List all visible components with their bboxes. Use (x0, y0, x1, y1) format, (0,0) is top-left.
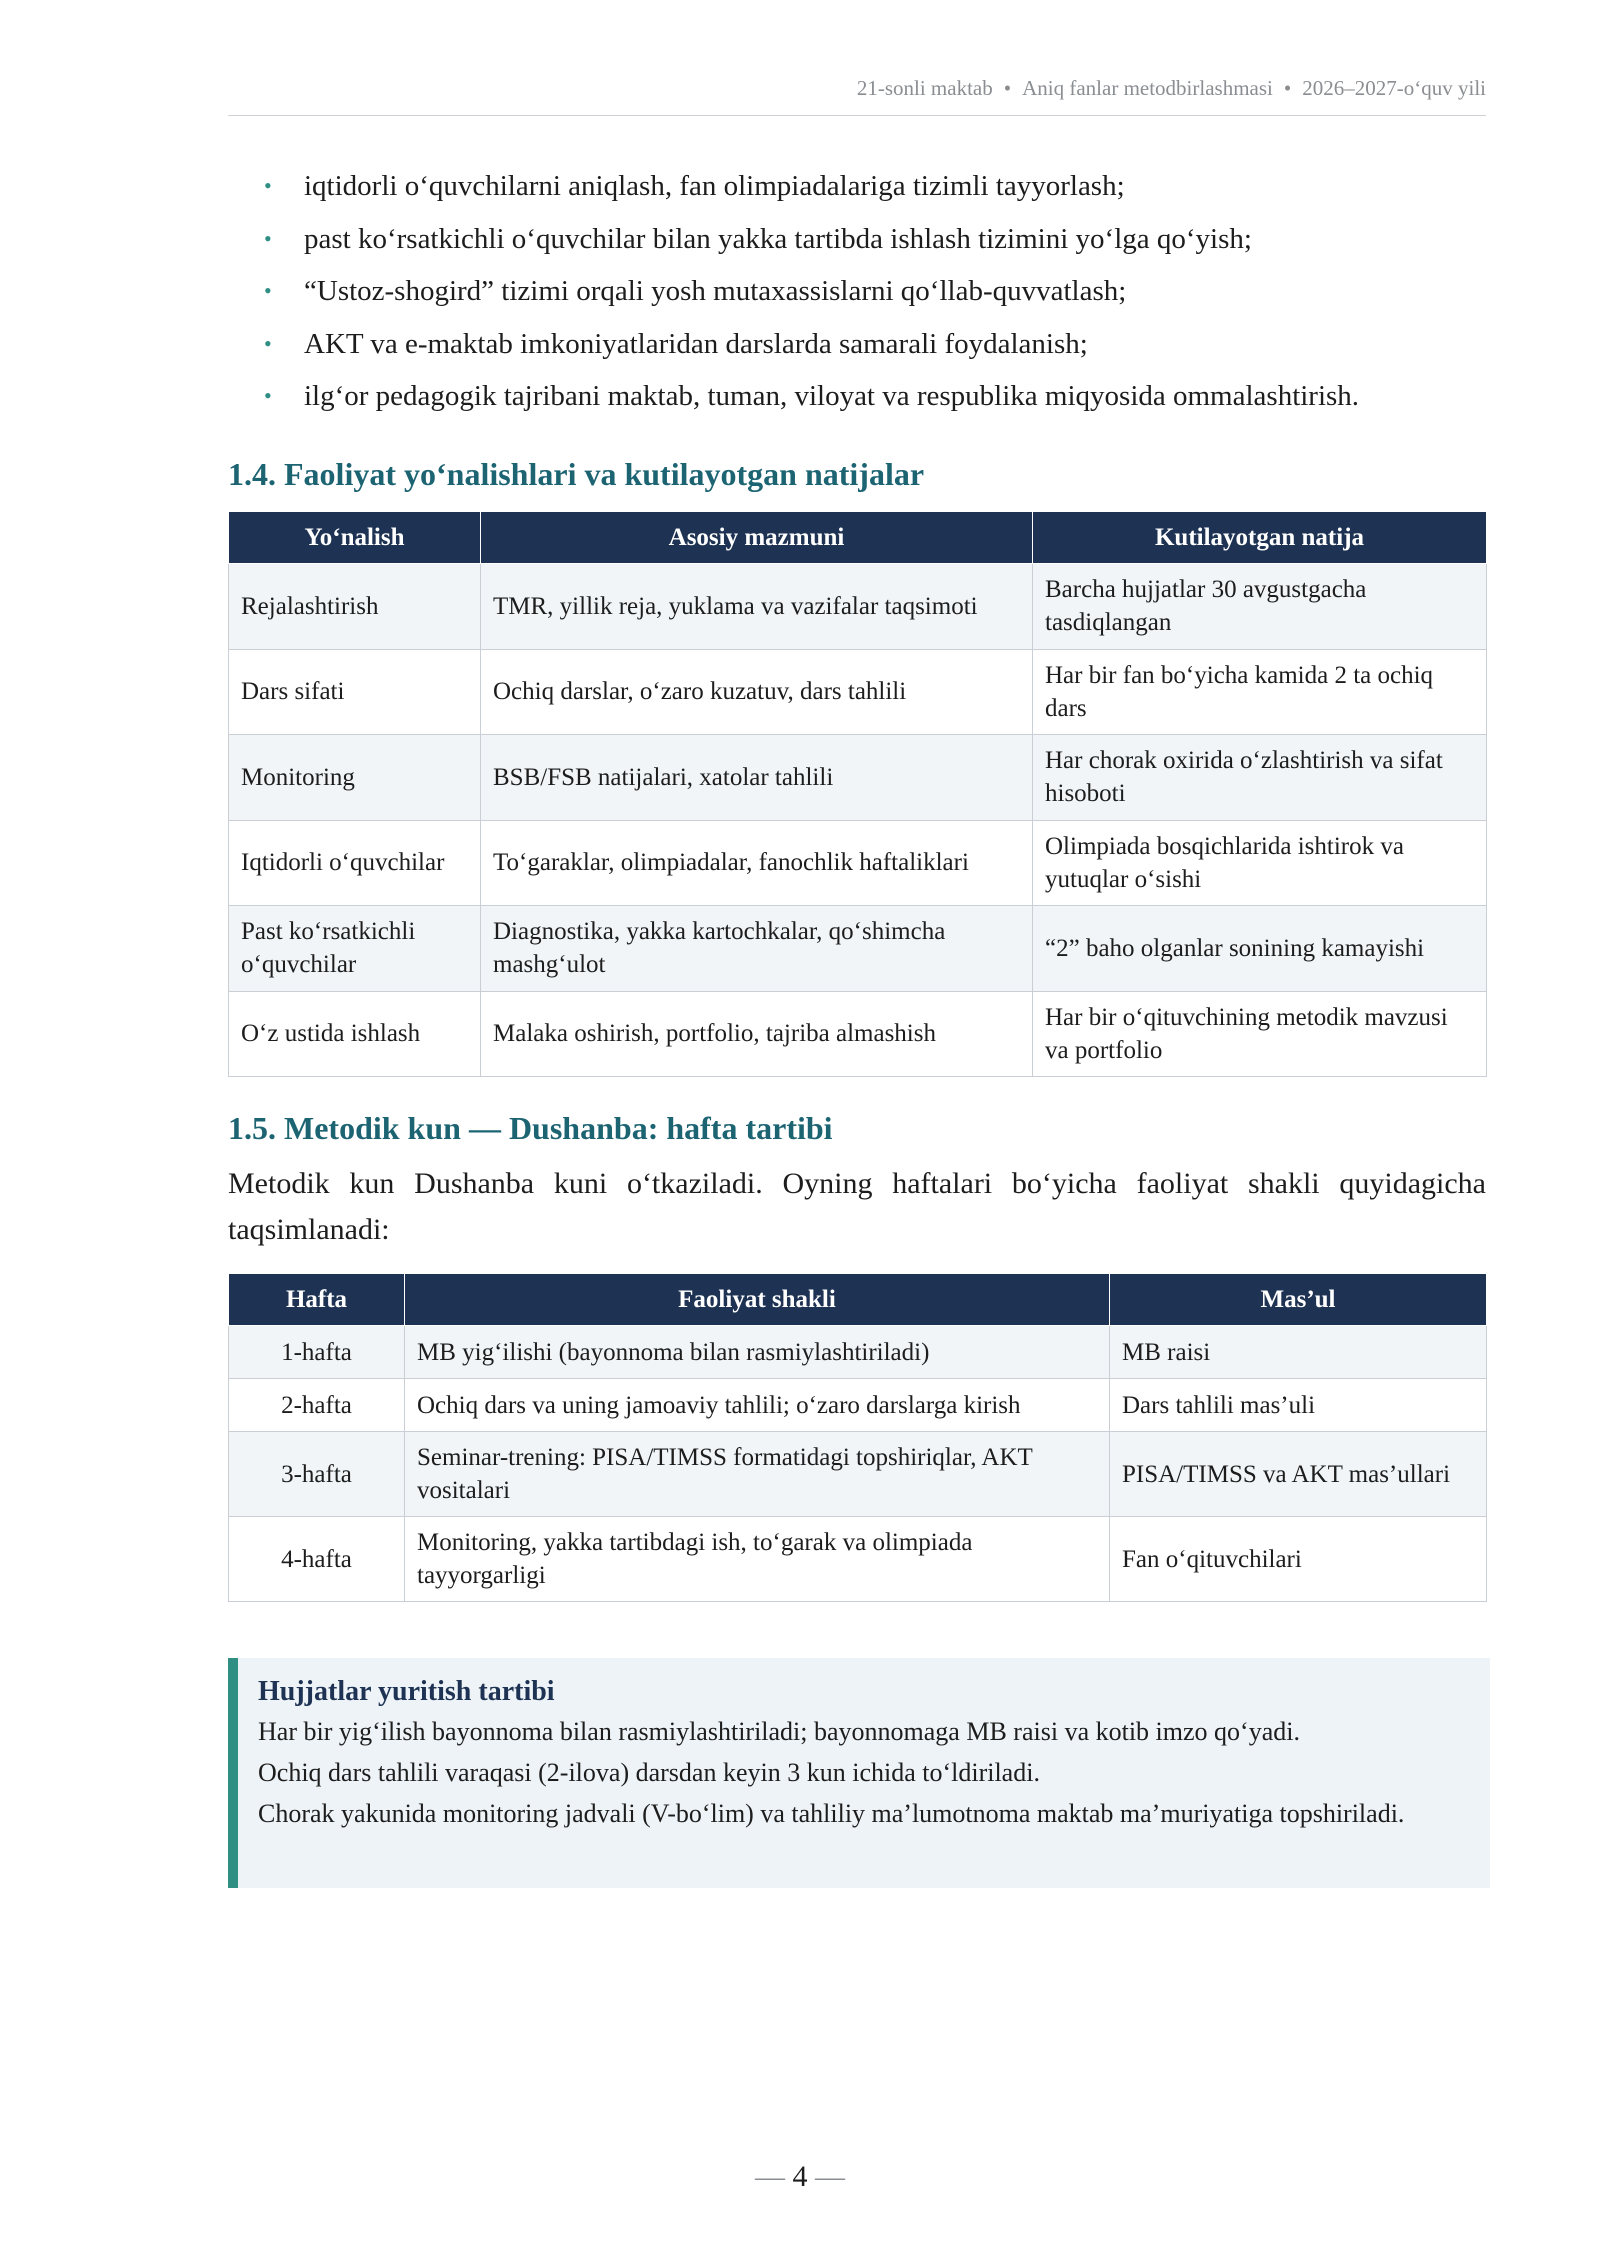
header-divider (228, 115, 1486, 116)
table-cell: PISA/TIMSS va AKT mas’ullari (1110, 1432, 1487, 1517)
table-row (229, 906, 1487, 992)
table-cell: Iqtidorli o‘quvchilar (229, 820, 481, 906)
bullet-icon: • (264, 330, 272, 356)
note-title: Hujjatlar yuritish tartibi (258, 1676, 555, 1707)
table-cell: 3-hafta (229, 1432, 405, 1517)
table-cell: Olimpiada bosqichlarida ishtirok va yutuqlar o‘sishi (1033, 820, 1487, 906)
list-item-text: past ko‘rsatkichli o‘quvchilar bilan yakka tartibda ishlash tizimini yo‘lga qo‘yish; (304, 222, 1252, 255)
table-header-row (229, 1274, 1487, 1326)
table-row (229, 1432, 1487, 1517)
note-line: Har bir yig‘ilish bayonnoma bilan rasmiylashtiriladi; bayonnomaga MB raisi va kotib imzo qo‘yadi. (258, 1717, 1300, 1746)
table-cell: Dars tahlili mas’uli (1110, 1379, 1487, 1432)
table-cell: Diagnostika, yakka kartochkalar, qo‘shimcha mashg‘ulot (481, 906, 1033, 992)
column-header: Yo‘nalish (229, 512, 481, 564)
list-item-text: iqtidorli o‘quvchilarni aniqlash, fan olimpiadalariga tizimli tayyorlash; (304, 170, 1125, 202)
table-cell: Barcha hujjatlar 30 avgustgacha tasdiqlangan (1033, 564, 1487, 650)
table-cell: Past ko‘rsatkichli o‘quvchilar (229, 906, 481, 992)
table-cell: Rejalashtirish (229, 564, 481, 650)
note-line: Ochiq dars tahlili varaqasi (2-ilova) darsdan keyin 3 kun ichida to‘ldiriladi. (258, 1758, 1040, 1787)
bullet-icon: • (264, 278, 272, 303)
table-cell: To‘garaklar, olimpiadalar, fanochlik haftaliklari (481, 820, 1033, 906)
method-day-intro: Metodik kun Dushanba kuni o‘tkaziladi. Oyning haftalari bo‘yicha faoliyat shakli quyidagicha taqsimlanadi: (228, 1167, 1486, 1246)
table-cell: TMR, yillik reja, yuklama va vazifalar taqsimoti (481, 564, 1033, 650)
table-row (229, 735, 1487, 821)
table-cell: MB yig‘ilishi (bayonnoma bilan rasmiylashtiriladi) (405, 1326, 1110, 1379)
table-cell: BSB/FSB natijalari, xatolar tahlili (481, 735, 1033, 821)
column-header: Kutilayotgan natija (1033, 512, 1487, 564)
table-cell: Har chorak oxirida o‘zlashtirish va sifat hisoboti (1033, 735, 1487, 821)
running-head-school: 21-sonli maktab (856, 76, 993, 100)
table-cell: “2” baho olganlar sonining kamayishi (1033, 906, 1487, 992)
list-item (228, 322, 1498, 375)
bullet-icon: • (264, 225, 272, 251)
table-cell: Fan o‘qituvchilari (1110, 1517, 1487, 1602)
table-row (229, 1517, 1487, 1602)
running-head-association: Aniq fanlar metodbirlashmasi (1022, 76, 1273, 100)
column-header: Asosiy mazmuni (481, 512, 1033, 564)
directions-table (228, 511, 1487, 1077)
list-item-text: “Ustoz-shogird” tizimi orqali yosh mutaxassislarni qo‘llab-quvvatlash; (304, 275, 1127, 307)
running-head (228, 76, 1486, 101)
running-head-year: 2026–2027-o‘quv yili (1302, 76, 1486, 100)
bullet-icon: • (264, 383, 272, 408)
table-cell: Dars sifati (229, 649, 481, 735)
table-row (229, 1326, 1487, 1379)
running-head-separator: • (1003, 76, 1012, 100)
list-item-text: ilg‘or pedagogik tajribani maktab, tuman, viloyat va respublika miqyosida ommalashtirish. (304, 380, 1360, 412)
list-item (228, 217, 1498, 270)
table-row (229, 649, 1487, 735)
table-cell: Seminar-trening: PISA/TIMSS formatidagi topshiriqlar, AKT vositalari (405, 1432, 1110, 1517)
column-header: Mas’ul (1110, 1274, 1487, 1326)
table-row (229, 1379, 1487, 1432)
list-item (228, 374, 1498, 427)
section-title-method-day: 1.5. Metodik kun — Dushanba: hafta tartibi (228, 1110, 833, 1146)
page-number-dash: — (755, 2160, 785, 2193)
column-header: Hafta (229, 1274, 405, 1326)
list-item (228, 269, 1498, 322)
page-number-dash: — (815, 2160, 845, 2193)
list-item (228, 164, 1498, 217)
documentation-note-box (228, 1658, 1490, 1888)
table-row (229, 820, 1487, 906)
table-cell: 2-hafta (229, 1379, 405, 1432)
table-row (229, 991, 1487, 1077)
table-cell: Ochiq dars va uning jamoaviy tahlili; o‘zaro darslarga kirish (405, 1379, 1110, 1432)
page-number (0, 2160, 1600, 2194)
goals-list (228, 164, 1498, 427)
table-cell: Har bir fan bo‘yicha kamida 2 ta ochiq dars (1033, 649, 1487, 735)
table-cell: Ochiq darslar, o‘zaro kuzatuv, dars tahlili (481, 649, 1033, 735)
bullet-icon: • (264, 173, 272, 198)
page-number-value: 4 (792, 2160, 808, 2193)
table-cell: MB raisi (1110, 1326, 1487, 1379)
weekly-schedule-table (228, 1273, 1487, 1602)
list-item-text: AKT va e-maktab imkoniyatlaridan darslarda samarali foydalanish; (304, 327, 1088, 360)
table-cell: Monitoring (229, 735, 481, 821)
table-cell: O‘z ustida ishlash (229, 991, 481, 1077)
table-cell: 1-hafta (229, 1326, 405, 1379)
running-head-separator: • (1283, 76, 1292, 100)
table-header-row (229, 512, 1487, 564)
table-cell: 4-hafta (229, 1517, 405, 1602)
note-line: Chorak yakunida monitoring jadvali (V-bo‘lim) va tahliliy ma’lumotnoma maktab ma’muriyatiga topshiriladi. (258, 1799, 1405, 1828)
table-row (229, 564, 1487, 650)
table-cell: Monitoring, yakka tartibdagi ish, to‘garak va olimpiada tayyorgarligi (405, 1517, 1110, 1602)
table-cell: Har bir o‘qituvchining metodik mavzusi va portfolio (1033, 991, 1487, 1077)
table-cell: Malaka oshirish, portfolio, tajriba almashish (481, 991, 1033, 1077)
section-title-directions: 1.4. Faoliyat yo‘nalishlari va kutilayotgan natijalar (228, 456, 925, 492)
column-header: Faoliyat shakli (405, 1274, 1110, 1326)
